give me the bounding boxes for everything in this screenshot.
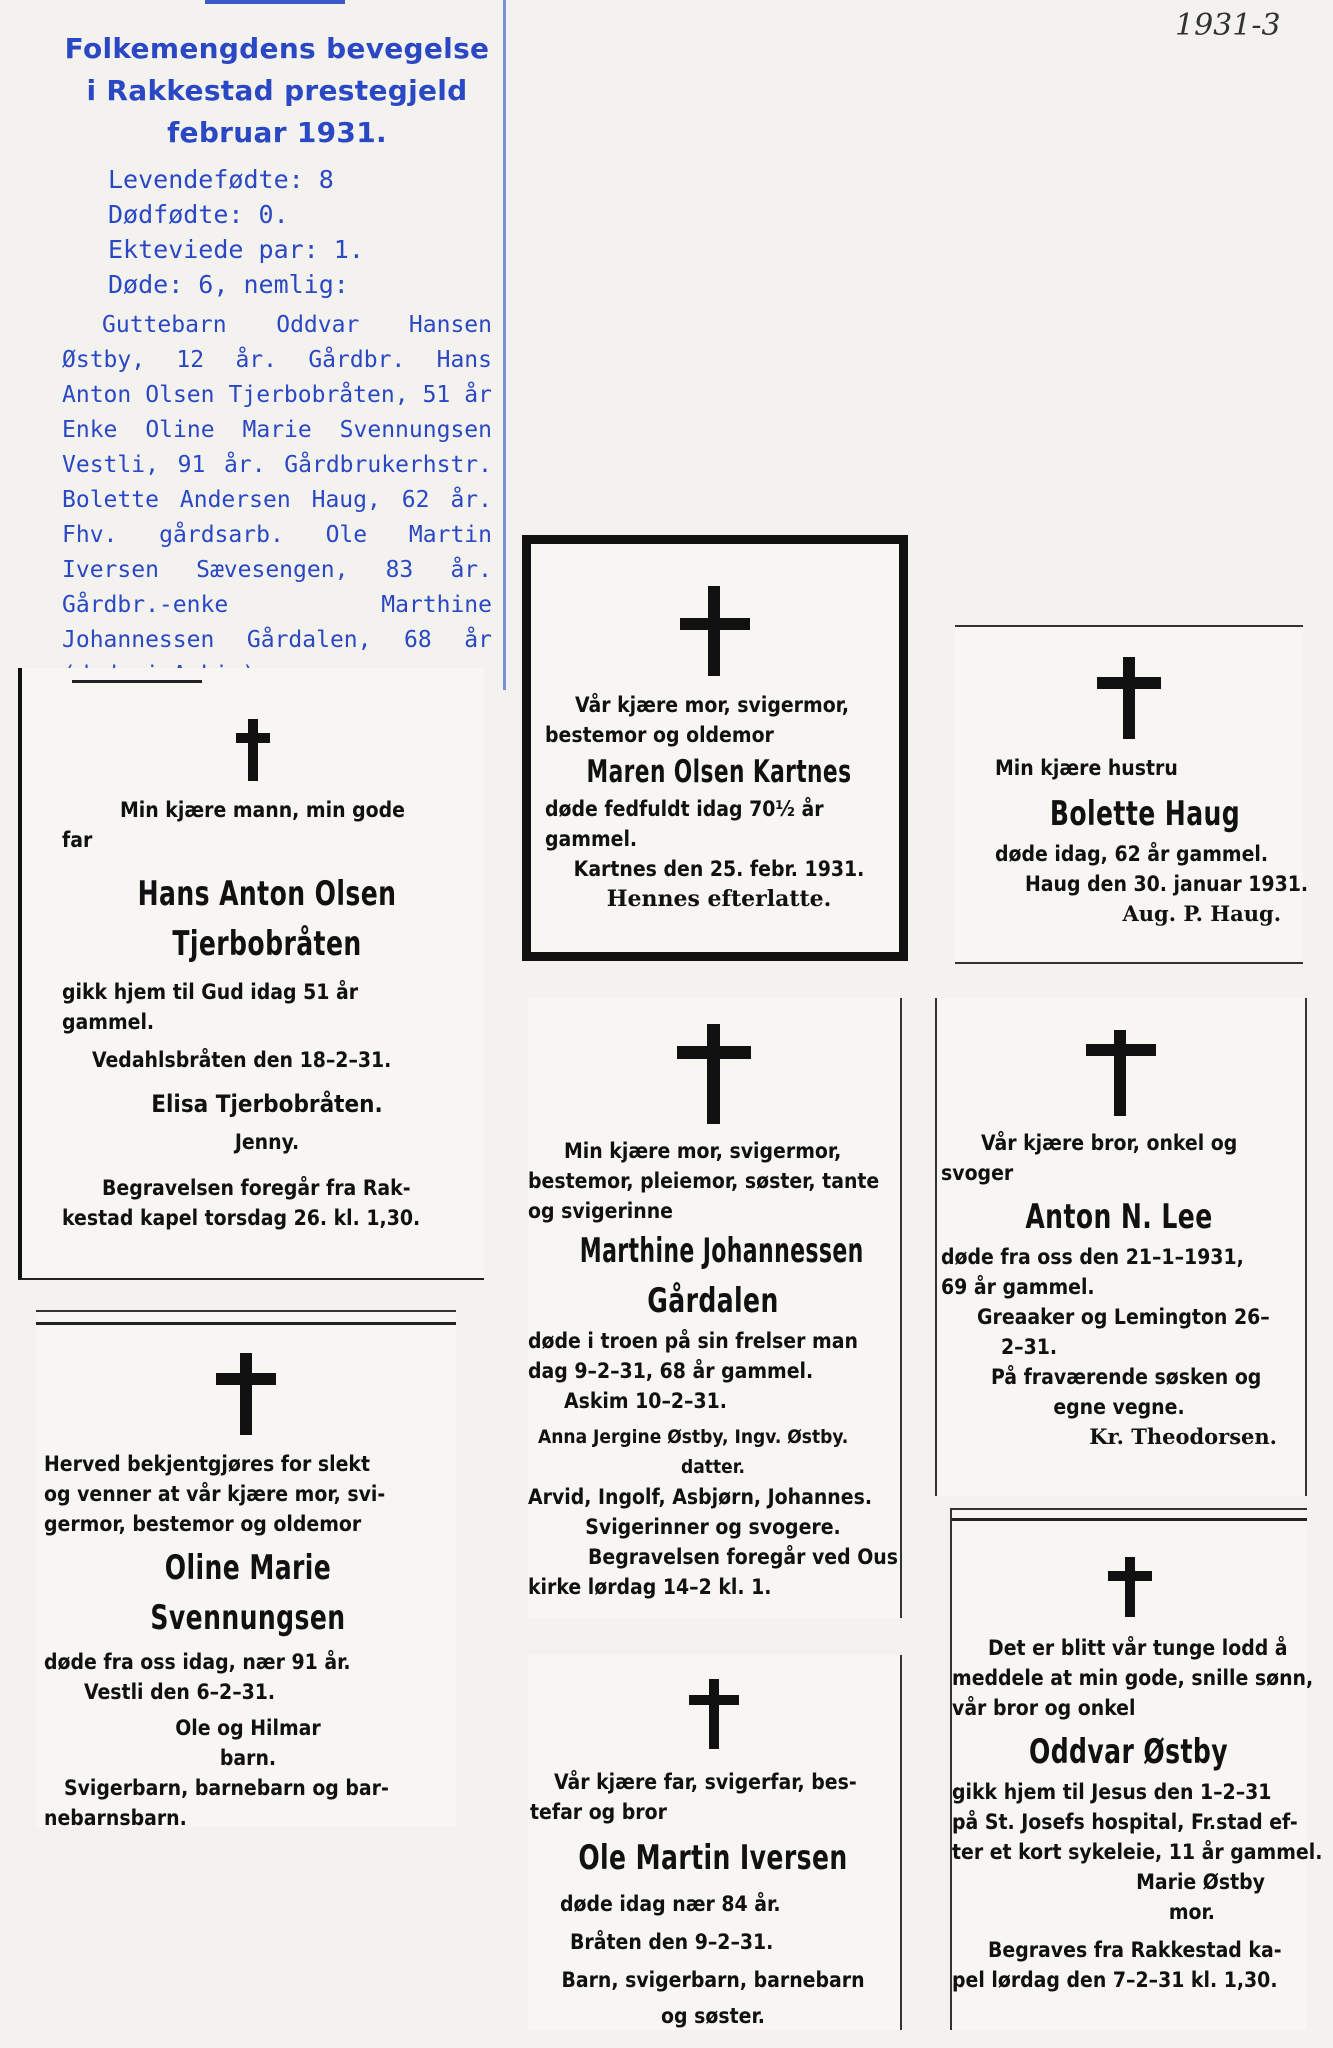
cross-icon: [1097, 657, 1161, 739]
obituary-hans-anton: [18, 668, 484, 1280]
intro-line: bestemor, pleiemor, søster, tante: [528, 1169, 880, 1193]
stat-stillbirths: Dødfødte: 0.: [108, 200, 289, 229]
obituary-bolette-haug: [955, 625, 1309, 964]
deceased-name: Gårdalen: [647, 1281, 779, 1321]
intro-line: Det er blitt vår tunge lodd å: [988, 1636, 1288, 1660]
obituary-ole-martin: [528, 1655, 902, 2030]
death-text: døde i troen på sin frelser man: [528, 1329, 858, 1353]
death-text: på St. Josefs hospital, Fr.stad ef-: [952, 1810, 1298, 1834]
funeral-info: kestad kapel torsdag 26. kl. 1,30.: [62, 1206, 421, 1230]
death-text: døde fra oss idag, nær 91 år.: [44, 1650, 351, 1674]
obituary-oddvar-ostby: [950, 1508, 1323, 2030]
deceased-name: Tjerbobråten: [172, 924, 362, 964]
report-title: Folkemengdens bevegelse i Rakkestad prestegjeld februar 1931.: [64, 32, 490, 149]
place-date: 2–31.: [1001, 1335, 1058, 1359]
intro-line: Vår kjære mor, svigermor,: [575, 693, 850, 717]
place-date: Bråten den 9–2–31.: [570, 1930, 774, 1954]
intro-line: Min kjære mor, svigermor,: [564, 1139, 842, 1163]
deceased-name: Ole Martin Iversen: [578, 1838, 848, 1878]
signer: Svigerinner og svogere.: [585, 1515, 841, 1539]
deceased-name: Marthine Johannessen: [579, 1231, 864, 1271]
death-text: dag 9–2–31, 68 år gammel.: [528, 1359, 814, 1383]
signer: Hennes efterlatte.: [606, 886, 832, 912]
place-date: Vedahlsbråten den 18–2–31.: [92, 1048, 392, 1072]
deceased-name: Anton N. Lee: [1025, 1197, 1213, 1237]
cross-icon: [680, 586, 750, 676]
stat-marriages: Ekteviede par: 1.: [108, 235, 364, 264]
signer: mor.: [1168, 1900, 1215, 1924]
death-text: døde idag, 62 år gammel.: [995, 842, 1269, 866]
intro-line: Herved bekjentgjøres for slekt: [44, 1452, 371, 1476]
intro-line: meddele at min gode, snille sønn,: [952, 1666, 1314, 1690]
cross-icon: [216, 1353, 276, 1435]
signer: Kr. Theodorsen.: [1089, 1424, 1277, 1449]
report-body: Guttebarn Oddvar Hansen Østby, 12 år. Gårdbr. Hans Anton Olsen Tjerbobråten, 51 år Enke Oline Marie Svennungsen Vestli, 91 år. Gårdbrukerhstr. Bolette Andersen Haug, 62 år. Fhv. gårdsarb. Ole Martin Iversen Sævesengen, 83 år. Gårdbr.-enke Marthine Johannessen Gårdalen, 68 år: [62, 312, 492, 653]
signer: Anna Jergine Østby, Ingv. Østby.: [538, 1426, 849, 1448]
divider: [36, 1322, 456, 1325]
death-text: døde fedfuldt idag 70½ år: [545, 797, 824, 821]
cross-icon: [677, 1024, 751, 1124]
deceased-name: Oddvar Østby: [1028, 1732, 1229, 1772]
obituary-marthine: [528, 998, 902, 1618]
report-column-rule: [503, 0, 506, 690]
deceased-name: Hans Anton Olsen: [137, 874, 397, 914]
stat-deaths: Døde: 6, nemlig:: [108, 270, 349, 299]
divider: [72, 680, 202, 683]
intro-line: tefar og bror: [530, 1800, 667, 1824]
death-text: døde idag nær 84 år.: [560, 1892, 781, 1916]
place-date: Greaaker og Lemington 26–: [977, 1305, 1270, 1329]
deceased-name: Oline Marie: [164, 1548, 332, 1588]
signer: Barn, svigerbarn, barnebarn: [561, 1968, 865, 1992]
intro-line: bestemor og oldemor: [545, 723, 774, 747]
death-text: ter et kort sykeleie, 11 år gammel.: [952, 1840, 1323, 1864]
funeral-info: Begravelsen foregår ved Ous: [588, 1545, 898, 1569]
intro-line: germor, bestemor og oldemor: [44, 1512, 362, 1536]
place-date: Vestli den 6–2–31.: [84, 1680, 276, 1704]
top-rule: [205, 0, 345, 4]
death-text: gikk hjem til Gud idag 51 år: [62, 980, 359, 1004]
death-text: døde fra oss den 21–1–1931,: [941, 1245, 1244, 1269]
funeral-info: Begravelsen foregår fra Rak-: [102, 1176, 411, 1200]
cross-icon: [1108, 1557, 1152, 1617]
deceased-name: Bolette Haug: [1049, 794, 1241, 834]
place-date: Kartnes den 25. febr. 1931.: [573, 857, 865, 881]
signer: Aug. P. Haug.: [1122, 901, 1281, 926]
funeral-info: Begraves fra Rakkestad ka-: [988, 1938, 1282, 1962]
intro-line: vår bror og onkel: [952, 1696, 1136, 1720]
stat-live-births: Levendefødte: 8: [108, 165, 334, 194]
cross-icon: [689, 1679, 739, 1749]
signer: barn.: [219, 1746, 277, 1770]
funeral-info: pel lørdag den 7–2–31 kl. 1,30.: [952, 1968, 1278, 1992]
signer: På fraværende søsken og: [991, 1365, 1262, 1389]
signer: og søster.: [661, 2004, 765, 2028]
signer: Ole og Hilmar: [175, 1716, 321, 1740]
signer: Jenny.: [234, 1130, 300, 1154]
death-text: gammel.: [62, 1010, 155, 1034]
intro-line: far: [62, 828, 93, 852]
signer: Svigerbarn, barnebarn og bar-: [64, 1776, 389, 1800]
place-date: Askim 10–2–31.: [564, 1389, 727, 1413]
signer: egne vegne.: [1053, 1395, 1185, 1419]
population-report: [62, 28, 492, 693]
intro-line: Min kjære hustru: [995, 756, 1178, 780]
obituary-oline-marie: [36, 1310, 456, 1830]
signer: Arvid, Ingolf, Asbjørn, Johannes.: [528, 1485, 872, 1509]
intro-line: Min kjære mann, min gode: [120, 798, 405, 822]
signer: Elisa Tjerbobråten.: [151, 1090, 383, 1118]
signer: datter.: [681, 1456, 745, 1478]
intro-line: Vår kjære far, svigerfar, bes-: [554, 1770, 857, 1794]
funeral-info: kirke lørdag 14–2 kl. 1.: [528, 1575, 772, 1599]
obituary-maren-olsen: [522, 535, 908, 961]
place-date: Haug den 30. januar 1931.: [1025, 872, 1309, 896]
obituary-anton-lee: [935, 998, 1307, 1496]
cross-icon: [1086, 1030, 1156, 1116]
cross-icon: [236, 719, 270, 781]
death-text: 69 år gammel.: [941, 1275, 1095, 1299]
deceased-name: Svennungsen: [150, 1598, 346, 1638]
intro-line: og svigerinne: [528, 1199, 673, 1223]
death-text: gammel.: [545, 827, 638, 851]
page-reference: 1931-3: [1175, 8, 1281, 43]
intro-line: og venner at vår kjære mor, svi-: [44, 1482, 386, 1506]
death-text: gikk hjem til Jesus den 1–2–31: [952, 1780, 1272, 1804]
deceased-name: Maren Olsen Kartnes: [586, 754, 852, 790]
intro-line: Vår kjære bror, onkel og: [981, 1131, 1238, 1155]
signer: nebarnsbarn.: [44, 1806, 187, 1830]
signer: Marie Østby: [1136, 1870, 1265, 1894]
divider: [952, 1518, 1307, 1521]
intro-line: svoger: [941, 1161, 1014, 1185]
